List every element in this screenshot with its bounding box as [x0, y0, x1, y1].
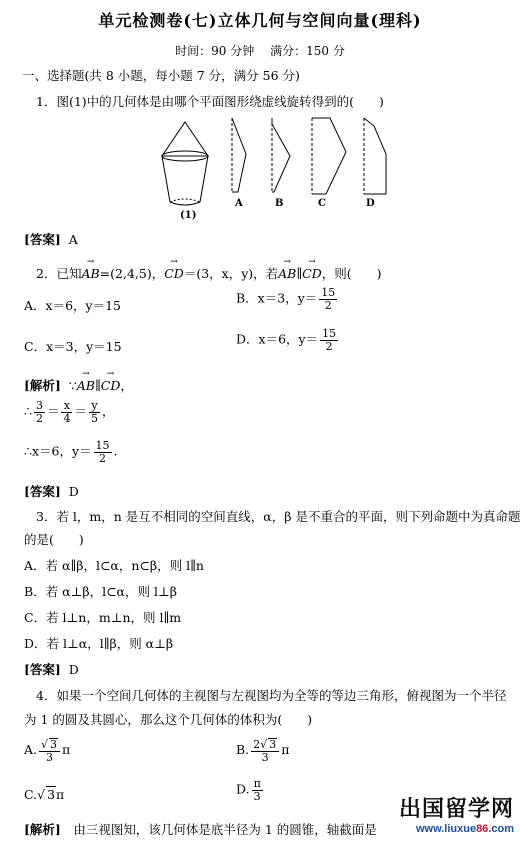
q4-option-b [236, 738, 289, 763]
option-label: A. [24, 742, 38, 758]
q2-tail: ，则( ) [321, 266, 382, 281]
radicand: 3 [50, 738, 58, 751]
q3-stem-line2: 的是( ) [24, 532, 84, 547]
q1-answer [24, 230, 78, 248]
numerator: 15 [322, 327, 337, 340]
coefficient: 2 [253, 738, 261, 751]
denominator: 2 [35, 411, 43, 425]
q2-jiexi-line1 [24, 376, 133, 394]
parallel-sign: ∥ [94, 378, 101, 393]
fraction [39, 738, 60, 763]
fraction [251, 738, 279, 763]
period: . [113, 443, 118, 459]
q4-option-d [236, 778, 265, 802]
q3-option-c: C．若 l⊥n，m⊥n，则 l∥m [24, 610, 182, 625]
option-label: D. [236, 781, 250, 797]
denominator: 2 [324, 298, 332, 312]
fraction [252, 778, 263, 802]
result-text: ∴x＝6，y＝ [24, 443, 92, 459]
option-label: B. [236, 742, 250, 758]
vector-ab: → AB [77, 378, 95, 393]
figure-option-d [364, 118, 386, 194]
q3-answer [24, 660, 79, 678]
radicand: 3 [47, 787, 56, 802]
q4-option-c: C.√ 3π [24, 787, 65, 802]
pi-symbol: π [56, 787, 65, 802]
q2-jiexi-line2 [24, 400, 115, 424]
option-label: C. [24, 787, 38, 802]
parallel-sign: ∥ [296, 266, 303, 281]
fraction [319, 287, 337, 311]
pi-symbol: π [281, 742, 290, 758]
answer-tag: [答案] [24, 662, 61, 677]
q1-stem: 1．图(1)中的几何体是由哪个平面图形绕虚线旋转得到的( ) [36, 94, 384, 109]
figure-option-b [272, 118, 290, 192]
numerator: √ 3 [39, 738, 60, 752]
figure-option-a [232, 118, 246, 192]
fraction [61, 400, 72, 424]
answer-value: D [68, 484, 79, 499]
q4-stem-line1: 4．如果一个空间几何体的主视图与左视图均为全等的等边三角形，俯视图为一个半径 [36, 688, 507, 703]
fraction [89, 400, 100, 424]
q2-stem [36, 264, 382, 282]
q2-answer [24, 482, 79, 500]
pi-symbol: π [62, 742, 71, 758]
figure-option-c [312, 118, 346, 194]
url-number: 86 [476, 823, 489, 835]
q2-option-a: A．x＝6，y＝15 [24, 298, 121, 313]
q2-v2-val: ＝(3，x，y)，若 [183, 266, 279, 281]
numerator: 15 [321, 286, 336, 299]
q3-option-b: B．若 α⊥β，l⊂α，则 l⊥β [24, 584, 177, 599]
q1-figure [150, 114, 400, 222]
url-suffix: .com [488, 823, 514, 835]
denominator: 4 [63, 411, 71, 425]
q4-jiexi [24, 820, 377, 838]
site-watermark [399, 792, 514, 835]
exam-time: 时间：90 分钟 [175, 44, 255, 58]
fraction [34, 400, 45, 424]
exam-meta [0, 42, 520, 59]
denominator: 2 [99, 451, 107, 465]
answer-value: A [68, 232, 78, 247]
denominator: 3 [253, 789, 261, 803]
comma: ， [101, 403, 115, 419]
jiexi-text: 由三视图知，该几何体是底半径为 1 的圆锥，轴截面是 [60, 822, 377, 837]
numerator: 2√ 3 [251, 738, 279, 752]
q3-option-d: D．若 l⊥α，l∥β，则 α⊥β [24, 636, 174, 651]
label-option-d: D [366, 198, 375, 209]
label-option-c: C [318, 198, 326, 209]
q2-option-d [236, 328, 340, 352]
jiexi-tag: [解析] [24, 378, 61, 393]
denominator: 3 [261, 750, 269, 764]
denominator: 5 [90, 411, 98, 425]
q2-option-c: C．x＝3，y＝15 [24, 339, 122, 354]
numerator: 3 [35, 399, 43, 412]
answer-tag: [答案] [24, 232, 61, 247]
equals-sign: ＝ [74, 403, 87, 419]
vector-cd: → CD [302, 266, 322, 281]
fraction [320, 328, 338, 352]
watermark-url [399, 823, 514, 835]
comma: ， [120, 378, 133, 393]
q2-v1-val: =(2,4,5)， [99, 266, 165, 281]
denominator: 3 [46, 750, 54, 764]
label-option-b: B [275, 198, 284, 209]
vector-cd: → CD [101, 378, 121, 393]
q4-option-a [24, 738, 70, 763]
q4-stem-line2: 为 1 的圆及其圆心，那么这个几何体的体积为( ) [24, 712, 313, 727]
equals-sign: ＝ [46, 403, 60, 419]
jiexi-tag: [解析] [24, 822, 61, 837]
vector-cd: → CD [164, 266, 184, 281]
q2-jiexi-line3 [24, 440, 118, 464]
watermark-brand: 出国留学网 [398, 796, 514, 821]
exam-score: 满分：150 分 [270, 44, 345, 58]
therefore-sign: ∴ [24, 403, 32, 419]
solid-figure-1 [162, 122, 208, 205]
fraction [94, 440, 112, 464]
url-prefix: www.liuxue [415, 823, 477, 835]
answer-value: D [68, 662, 79, 677]
vector-ab: → AB [81, 266, 99, 281]
numerator: x [61, 400, 72, 413]
option-b-text: B．x＝3，y＝ [236, 290, 318, 306]
label-fig1: (1) [180, 210, 197, 221]
answer-tag: [答案] [24, 484, 61, 499]
radicand: 3 [269, 738, 277, 751]
denominator: 2 [325, 339, 333, 353]
q3-stem-line1: 3．若 l，m，n 是互不相同的空间直线，α，β 是不重合的平面，则下列命题中为真命题 [36, 509, 520, 524]
label-option-a: A [235, 198, 243, 209]
because-sign: ∵ [68, 378, 77, 393]
numerator: π [253, 777, 261, 790]
q2-option-b [236, 287, 339, 311]
q2-num: 2．已知 [36, 266, 82, 281]
q3-option-a: A．若 α∥β，l⊂α，n⊂β，则 l∥n [24, 558, 204, 573]
vector-ab: → AB [278, 266, 296, 281]
page-title: 单元检测卷(七)立体几何与空间向量(理科) [98, 11, 422, 30]
option-d-text: D．x＝6，y＝ [236, 331, 319, 347]
section-heading: 一、选择题(共 8 小题，每小题 7 分，满分 56 分) [22, 68, 300, 83]
numerator: 15 [95, 439, 110, 452]
numerator: y [89, 400, 100, 413]
